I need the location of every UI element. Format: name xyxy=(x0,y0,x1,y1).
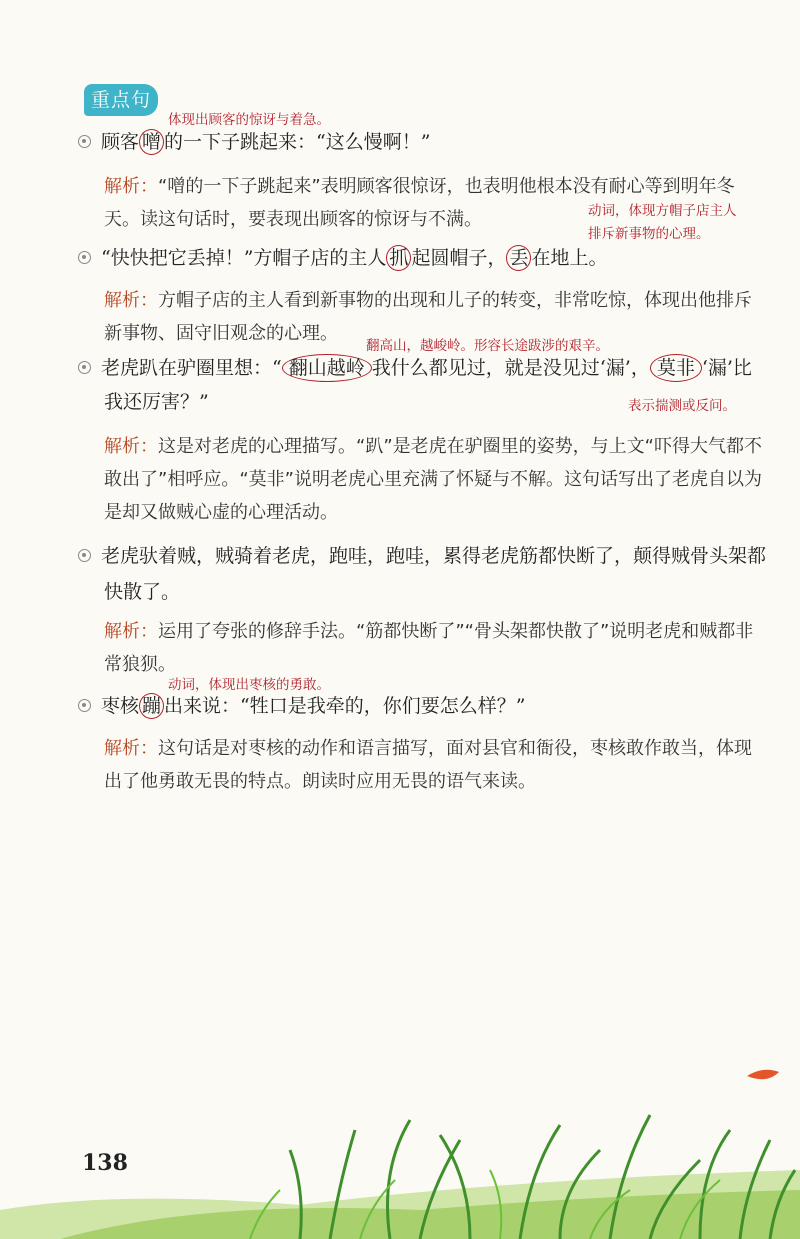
leaf-icon xyxy=(745,1066,781,1086)
bullet-icon xyxy=(78,251,91,264)
bullet-icon xyxy=(78,549,91,562)
annotation-2b: 排斥新事物的心理。 xyxy=(588,226,710,242)
page-number: 138 xyxy=(82,1150,128,1176)
grass-decoration-icon xyxy=(0,1110,800,1239)
key-sentence-1: 顾客 噌 的一下子跳起来：“这么慢啊！” xyxy=(78,126,430,158)
bullet-icon xyxy=(78,135,91,148)
annotation-4: 表示揣测或反问。 xyxy=(628,398,736,414)
key-sentence-4-line2: 快散了。 xyxy=(104,581,181,603)
analysis-2: 解析：方帽子店的主人看到新事物的出现和儿子的转变，非常吃惊，体现出他排斥新事物、固守旧观念的心理。 xyxy=(104,290,752,344)
bullet-icon xyxy=(78,361,91,374)
key-sentence-5: 枣核 蹦 出来说：“牲口是我牵的，你们要怎么样？” xyxy=(78,690,525,722)
bullet-icon xyxy=(78,699,91,712)
annotation-2a: 动词，体现方帽子店主人 xyxy=(588,203,737,219)
section-badge: 重点句 xyxy=(84,84,158,116)
analysis-4: 解析：运用了夸张的修辞手法。“筋都快断了”“骨头架都快散了”说明老虎和贼都非常狼狈。 xyxy=(104,621,754,675)
key-sentence-3-line2: 我还厉害？” xyxy=(104,391,209,413)
analysis-3: 解析：这是对老虎的心理描写。“趴”是老虎在驴圈里的姿势，与上文“吓得大气都不敢出了”相呼应。“莫非”说明老虎心里充满了怀疑与不解。这句话写出了老虎自以为是却又做贼心虚的心理活动。 xyxy=(104,436,762,523)
annotation-1: 体现出顾客的惊讶与着急。 xyxy=(168,112,330,128)
key-sentence-3: 老虎趴在驴圈里想：“ 翻山越岭 我什么都见过，就是没见过‘漏’， 莫非 ‘漏’比 xyxy=(78,352,752,384)
key-sentence-2: “快快把它丢掉！”方帽子店的主人 抓 起圆帽子， 丢 在地上。 xyxy=(78,242,608,274)
annotation-3: 翻高山，越峻岭。形容长途跋涉的艰辛。 xyxy=(366,338,609,354)
annotation-5: 动词，体现出枣核的勇敢。 xyxy=(168,677,330,693)
key-sentence-4: 老虎驮着贼，贼骑着老虎，跑哇，跑哇，累得老虎筋都快断了，颠得贼骨头架都 xyxy=(78,540,766,572)
analysis-1: 解析：“噌的一下子跳起来”表明顾客很惊讶，也表明他根本没有耐心等到明年冬天。读这句话时，要表现出顾客的惊讶与不满。 xyxy=(104,176,735,230)
analysis-5: 解析：这句话是对枣核的动作和语言描写，面对县官和衙役，枣核敢作敢当，体现出了他勇敢无畏的特点。朗读时应用无畏的语气来读。 xyxy=(104,738,752,792)
